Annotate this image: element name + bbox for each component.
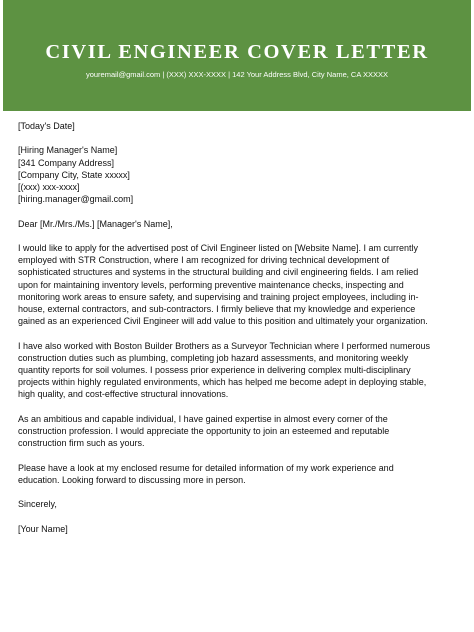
salutation: Dear [Mr./Mrs./Ms.] [Manager's Name], (18, 218, 173, 229)
paragraph-line: construction firm such as yours. (18, 438, 145, 449)
page-title: CIVIL ENGINEER COVER LETTER (45, 41, 429, 63)
paragraph-line: employed with STR Construction, where I am recognized for driving technical development of (18, 255, 390, 266)
paragraph-line: gained as an experienced Civil Engineer will add value to this position and ultimately your organization. (18, 316, 428, 327)
paragraph-line: high quality, and cost-effective structural innovations. (18, 389, 229, 400)
paragraph-line: I have also worked with Boston Builder Brothers as a Surveyor Technician where I performed numerous (18, 340, 431, 351)
paragraph-line: education. Looking forward to discussing more in person. (18, 474, 246, 485)
paragraph-3 (18, 413, 458, 450)
header-banner (3, 0, 471, 111)
paragraph-line: house, external contractors, and sub-contractors. I firmly believe that my knowledge and experience (18, 304, 416, 314)
paragraph-line: upon for maintaining inventory levels, performing preventive maintenance checks, inspecting and (18, 279, 404, 290)
paragraph-line: construction profession. I would appreciate the opportunity to join an esteemed and reputable (18, 426, 390, 436)
recipient-name: [Hiring Manager's Name] (18, 145, 118, 156)
paragraph-line: quantity reports for soil volumes. I possess prior experience in delivering complex multi-disciplinary (18, 365, 411, 375)
paragraph-line: As an ambitious and capable individual, I have gained expertise in almost every corner of the (18, 413, 388, 424)
paragraph-1 (18, 242, 458, 327)
paragraph-line: monitoring work areas to ensure safety, and supervising and training project employees, including in- (18, 291, 419, 302)
paragraph-2 (18, 340, 458, 401)
paragraph-line: sophisticated structures and systems in the structural building and civil engineering fields. I am relied (18, 267, 419, 278)
recipient-phone: [(xxx) xxx-xxxx] (18, 182, 80, 192)
letter-body (18, 120, 458, 535)
recipient-block (18, 144, 458, 205)
closing: Sincerely, (18, 499, 57, 510)
paragraph-line: I would like to apply for the advertised post of Civil Engineer listed on [Website Name]. I am currently (18, 242, 419, 253)
contact-info: youremail@gmail.com | (XXX) XXX-XXXX | 142 Your Address Blvd, City Name, CA XXXXX (85, 70, 389, 79)
signature: [Your Name] (18, 523, 68, 534)
paragraph-line: projects within highly regulated environments, which has helped me become adept in deploying stable, (18, 377, 427, 388)
paragraph-line: Please have a look at my enclosed resume for detailed information of my work experience and (18, 462, 394, 473)
recipient-email: [hiring.manager@gmail.com] (18, 194, 134, 205)
recipient-city: [Company City, State xxxxx] (18, 169, 130, 180)
paragraph-4 (18, 462, 458, 486)
recipient-address: [341 Company Address] (18, 157, 115, 168)
paragraph-line: construction duties such as plumbing, completing job hazard assessments, and monitoring weekly (18, 352, 409, 363)
letter-date: [Today's Date] (18, 121, 75, 131)
